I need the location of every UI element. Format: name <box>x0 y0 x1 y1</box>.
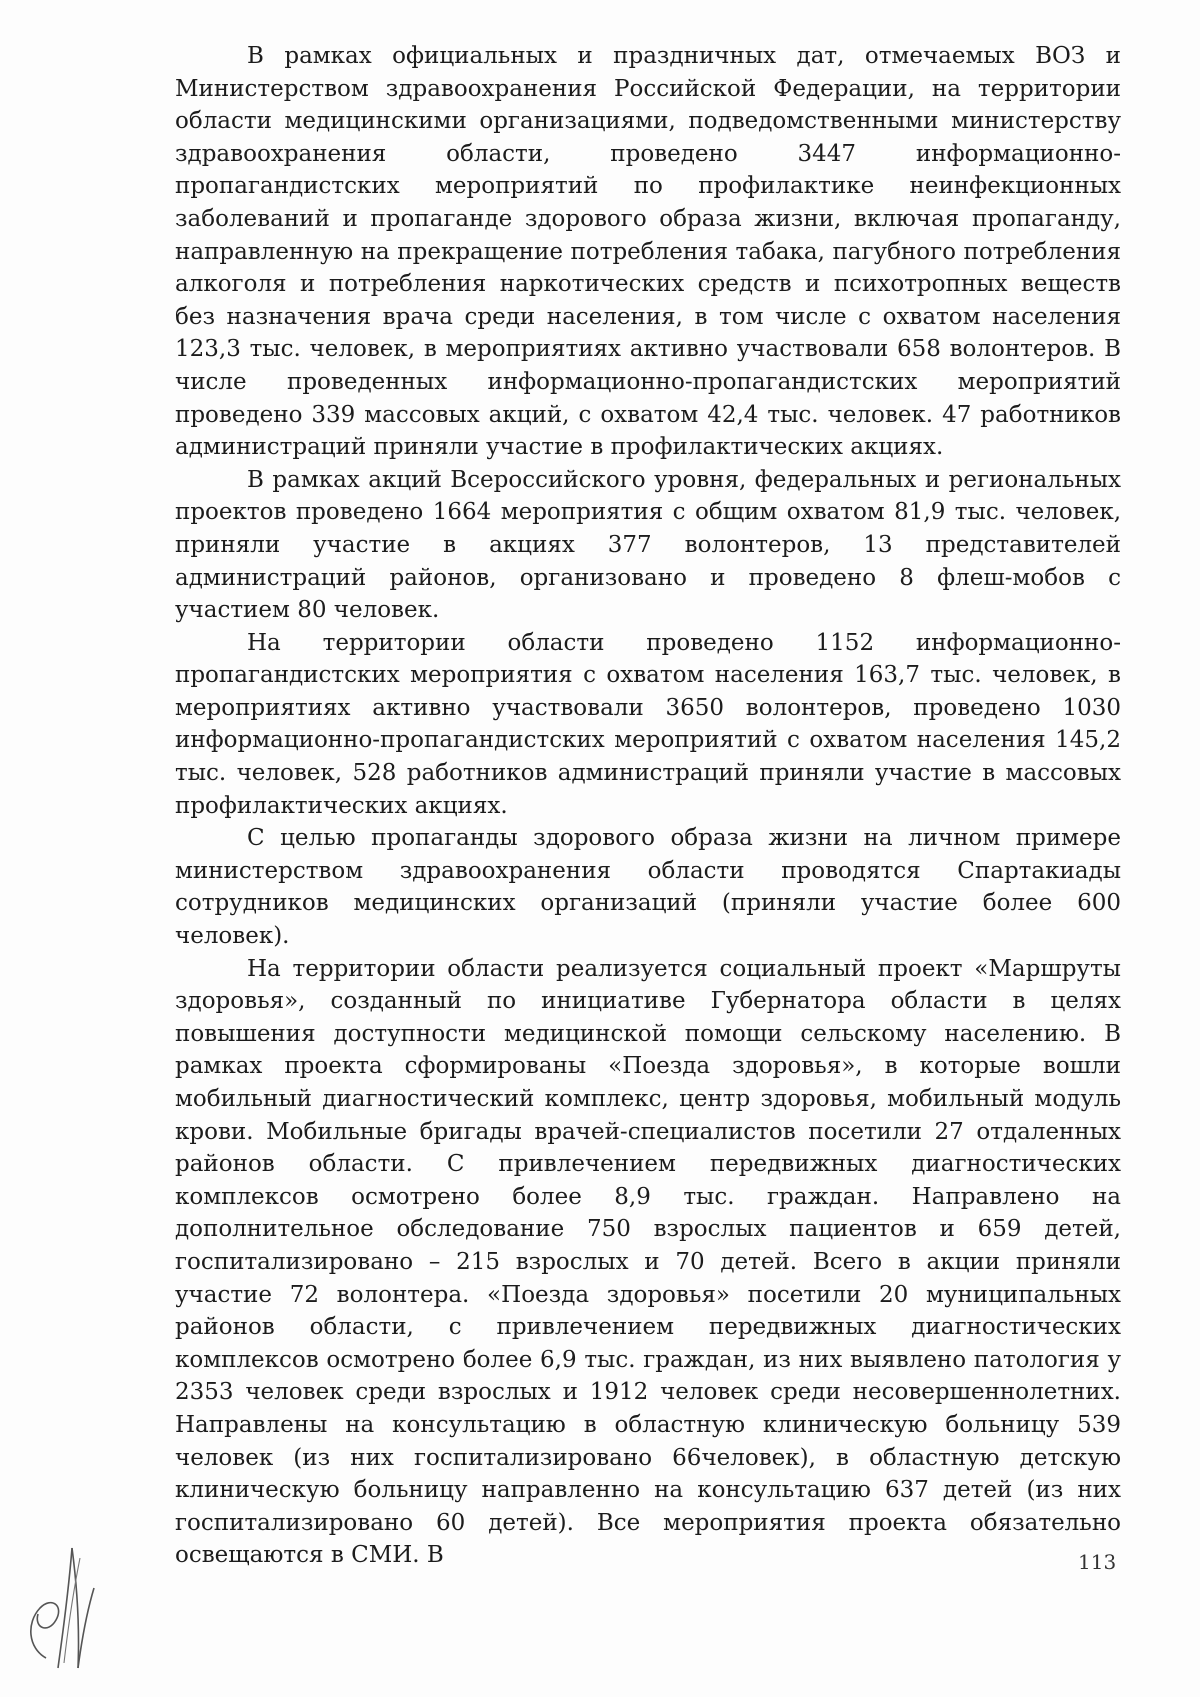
signature-icon <box>18 1528 108 1678</box>
paragraph-spartakiad: С целью пропаганды здорового образа жизни на личном примере министерством здравоохранения области проводятся Спартакиады сотрудников медицинских организаций (приняли участие более 600 человек). <box>175 825 1121 950</box>
page-number: 113 <box>1078 1550 1117 1574</box>
paragraph-health-routes: На территории области реализуется социальный проект «Маршруты здоровья», созданный по инициативе Губернатора области в целях повышения доступности медицинской помощи сельскому населению. В рамках проекта сформированы «Поезда здоровья», в которые вошли мобильный диагностический комплекс, центр здоровья, мобильный модуль крови. Мобильные бригады врачей-специалистов посетили 27 отдаленных районов области. С привлечением передвижных диагностических комплексов осмотрено более 8,9 тыс. граждан. Направлено на дополнительное обследование 750 взрослых пациентов и 659 детей, госпитализировано – 215 взрослых и 70 детей. Всего в акции приняли участие 72 волонтера. «Поезда здоровья» посетили 20 муниципальных районов области, с привлечением передвижных диагностических комплексов осмотрено более 6,9 тыс. граждан, из них выявлено патология у 2353 человек среди взрослых и 1912 человек среди несовершеннолетних. Направлены на консультацию в областную клиническую больницу 539 человек (из них госпитализировано 66человек), в областную детскую клиническую больницу направленно на консультацию 637 детей (из них госпитализировано 60 детей). Все мероприятия проекта обязательно освещаются в СМИ. В <box>175 955 1121 1569</box>
paragraph-national-actions: В рамках акций Всероссийского уровня, федеральных и региональных проектов проведено 1664 мероприятия с общим охватом 81,9 тыс. человек, приняли участие в акциях 377 волонтеров, 13 представителей администраций районов, организовано и проведено 8 флеш-мобов с участием 80 человек. <box>175 466 1121 624</box>
paragraph-events-who: В рамках официальных и праздничных дат, отмечаемых ВОЗ и Министерством здравоохранения Российской Федерации, на территории области медицинскими организациями, подведомственными министерству здравоохранения области, проведено 3447 информационно-пропагандистских мероприятий по профилактике неинфекционных заболеваний и пропаганде здорового образа жизни, включая пропаганду, направленную на прекращение потребления табака, пагубного потребления алкоголя и потребления наркотических средств и психотропных веществ без назначения врача среди населения, в том числе с охватом населения 123,3 тыс. человек, в мероприятиях активно участвовали 658 волонтеров. В числе проведенных информационно-пропагандистских мероприятий проведено 339 массовых акций, с охватом 42,4 тыс. человек. 47 работников администраций приняли участие в профилактических акциях. <box>175 43 1121 461</box>
document-body <box>175 40 1121 1572</box>
paragraph-regional-events: На территории области проведено 1152 информационно-пропагандистских мероприятия с охватом населения 163,7 тыс. человек, в мероприятиях активно участвовали 3650 волонтеров, проведено 1030 информационно-пропагандистских мероприятий с охватом населения 145,2 тыс. человек, 528 работников администраций приняли участие в массовых профилактических акциях. <box>175 629 1121 819</box>
